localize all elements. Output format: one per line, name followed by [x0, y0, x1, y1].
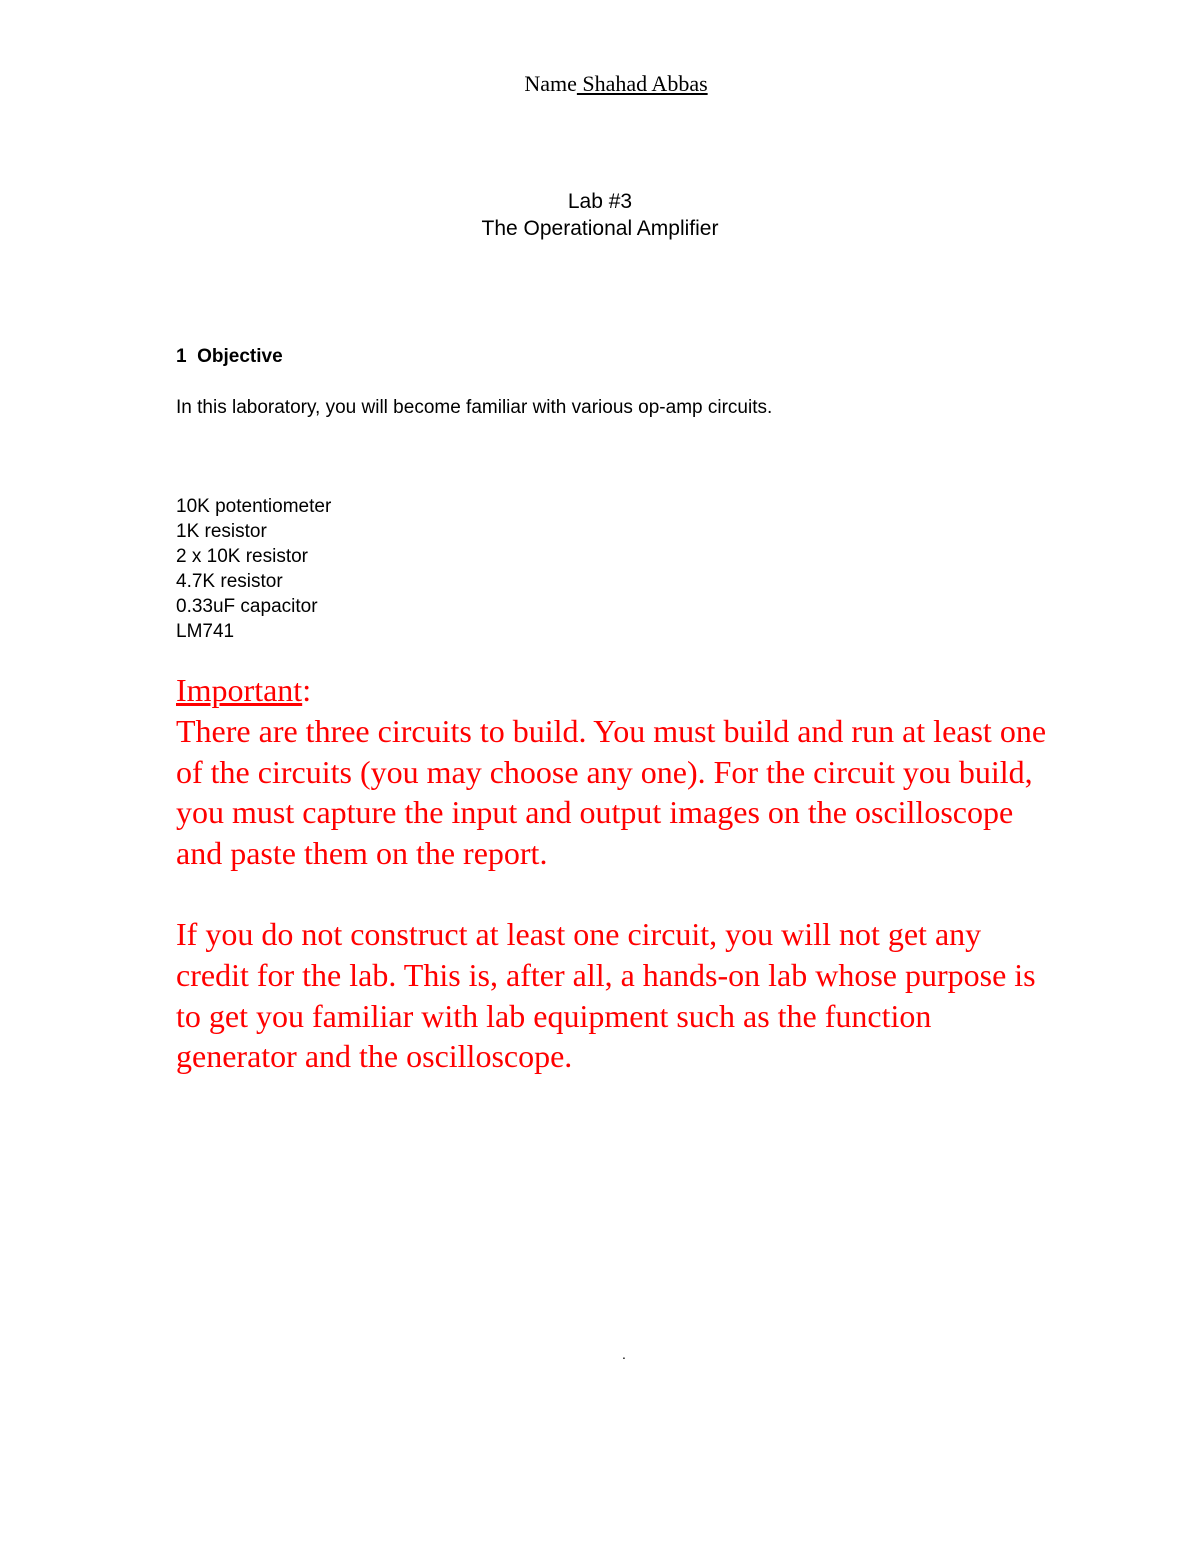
parts-list-item: 2 x 10K resistor	[176, 546, 308, 567]
objective-heading: 1 Objective	[176, 346, 283, 367]
parts-list-item: 10K potentiometer	[176, 496, 332, 517]
lab-number: Lab #3	[567, 190, 633, 213]
notice-paragraph-1: There are three circuits to build. You must build and run at least one of the circuits (you may choose any one). For the circuit you build, you must capture the input and output images on the oscilloscope and paste them on the report.	[176, 712, 1047, 872]
parts-list-item: 4.7K resistor	[176, 571, 283, 592]
student-name-line	[0, 70, 1200, 98]
notice-heading-colon: :	[302, 672, 312, 708]
notice-paragraph-2: If you do not construct at least one circuit, you will not get any credit for the lab. This is, after all, a hands-on lab whose purpose is to get you familiar with lab equipment such as the function generator and the oscilloscope.	[176, 915, 1036, 1075]
name-label: Name	[524, 71, 577, 96]
parts-list-item: LM741	[176, 621, 235, 642]
student-name: Shahad Abbas	[576, 71, 708, 96]
parts-list-item: 0.33uF capacitor	[176, 596, 318, 617]
lab-title-block	[0, 188, 1200, 242]
lab-title: The Operational Amplifier	[481, 217, 719, 240]
parts-list	[176, 494, 331, 644]
objective-text: In this laboratory, you will become familiar with various op-amp circuits.	[176, 397, 773, 418]
page-footer-mark: .	[622, 1346, 626, 1362]
notice-heading: Important	[176, 672, 303, 708]
important-notice	[176, 670, 1056, 1077]
notice-heading-line	[176, 670, 1056, 711]
parts-list-item: 1K resistor	[176, 521, 267, 542]
